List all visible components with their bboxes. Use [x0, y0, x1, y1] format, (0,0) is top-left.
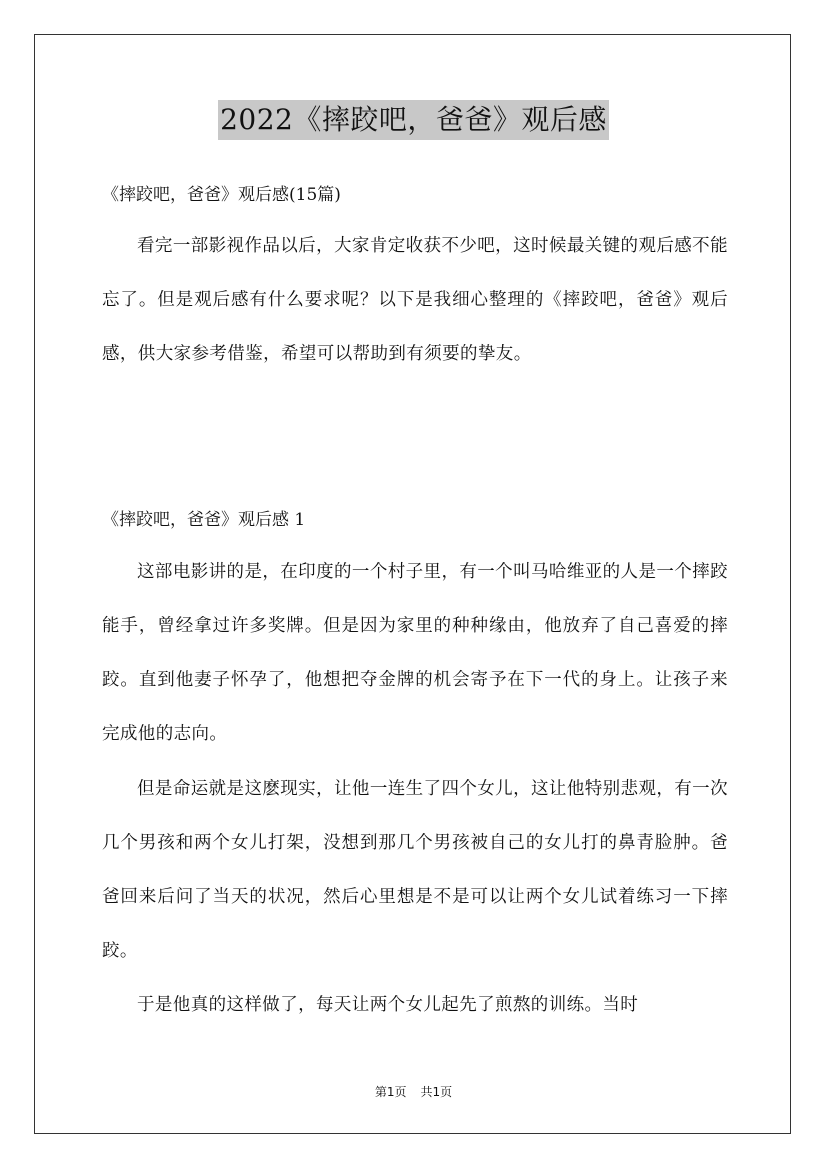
page-footer: [0, 1083, 827, 1100]
section-heading: 《摔跤吧，爸爸》观后感 1: [102, 510, 306, 530]
intro-paragraph: 看完一部影视作品以后，大家肯定收获不少吧，这时候最关键的观后感不能忘了。但是观后感有什么要求呢？以下是我细心整理的《摔跤吧，爸爸》观后感，供大家参考借鉴，希望可以帮助到有须要的挚友。: [102, 236, 728, 364]
body-paragraph-2: 但是命运就是这麽现实，让他一连生了四个女儿，这让他特别悲观，有一次几个男孩和两个女儿打架，没想到那几个男孩被自己的女儿打的鼻青脸肿。爸爸回来后问了当天的状况，然后心里想是不是可以让两个女儿试着练习一下摔跤。: [102, 779, 728, 961]
document-title: 2022《摔跤吧，爸爸》观后感: [218, 100, 609, 140]
page-number: 第1页: [374, 1085, 407, 1099]
title-container: [0, 100, 827, 140]
body-paragraph-3: 于是他真的这样做了，每天让两个女儿起先了煎熬的训练。当时: [137, 995, 639, 1015]
page-total: 共1页: [420, 1085, 453, 1099]
body-paragraph-1: 这部电影讲的是，在印度的一个村子里，有一个叫马哈维亚的人是一个摔跤能手，曾经拿过许多奖牌。但是因为家里的种种缘由，他放弃了自己喜爱的摔跤。直到他妻子怀孕了，他想把夺金牌的机会寄予在下一代的身上。让孩子来完成他的志向。: [102, 562, 728, 744]
document-subtitle: 《摔跤吧，爸爸》观后感(15篇): [102, 185, 341, 205]
